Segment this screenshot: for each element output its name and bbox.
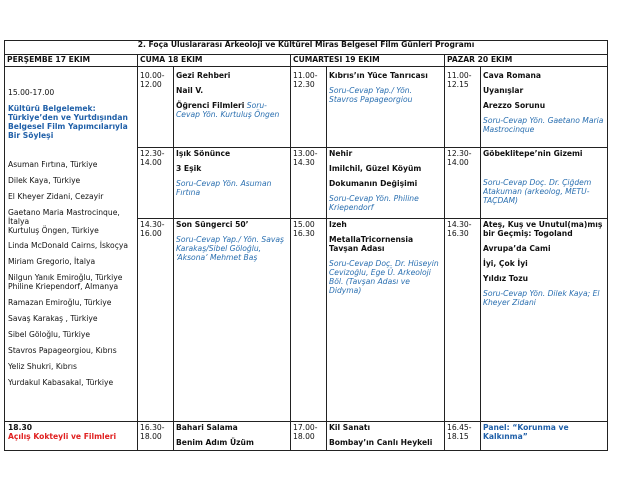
film-title: Öğrenci Filmleri: [176, 100, 245, 110]
qa-note: Soru-Cevap Yön. Kurtuluş Öngen: [176, 100, 280, 119]
qa-note: Soru-Cevap Yön. Gaetano Maria Mastrocinque: [483, 115, 604, 134]
film-title: Avrupa’da Cami: [483, 243, 551, 253]
speaker: Asuman Fırtına, Türkiye: [8, 159, 98, 169]
film-title: Nail V.: [176, 85, 204, 95]
film-title: Ateş, Kuş ve Unutul(ma)mış bir Geçmiş: Togoland: [483, 221, 603, 238]
speaker: Philine Kriependorf, Almanya: [8, 282, 119, 292]
film-title: İyi, Çok İyi: [483, 258, 528, 268]
program-table: [4, 40, 608, 450]
saturday-time-4: 17.00- 18.00: [293, 424, 318, 441]
header-sunday: PAZAR 20 EKİM: [447, 56, 513, 64]
speaker: Yurdakul Kabasakal, Türkiye: [8, 378, 114, 388]
film-title: Benim Adım Üzüm: [176, 437, 254, 447]
header-saturday: CUMARTESİ 19 EKİM: [293, 56, 380, 64]
speaker: Gaetano Maria Mastrocinque, İtalya: [8, 207, 120, 226]
speaker: Kurtuluş Öngen, Türkiye: [8, 225, 99, 235]
qa-note: Soru-Cevap Yap./ Yön. Stavros Papageorgiou: [329, 85, 413, 104]
qa-note: Soru-Cevap Yön. Philine Kriependorf: [329, 193, 419, 212]
thursday-evening-time: 18.30: [8, 424, 33, 432]
friday-time-2: 12.30- 14.00: [140, 150, 165, 167]
qa-note: Soru-Cevap Yön. Asuman Fırtına: [176, 178, 272, 197]
qa-note: Soru-Cevap Doç. Dr. Çiğdem Atakuman (arkeolog, METU-TAÇDAM): [483, 177, 592, 205]
speaker: Yeliz Shukri, Kıbrıs: [8, 362, 77, 372]
speaker: Nilgun Yanık Emiroğlu, Türkiye: [8, 273, 123, 283]
qa-note: Soru-Cevap Yap./ Yön. Savaş Karakaş/Sibel Göloğlu, ‘Aksona’ Mehmet Baş: [176, 234, 284, 262]
film-title: Dokumanın Değişimi: [329, 178, 418, 188]
sunday-time-4: 16.45- 18.15: [447, 424, 472, 441]
saturday-time-3: 15.00 16.30: [293, 221, 315, 238]
speaker: Stavros Papageorgiou, Kıbrıs: [8, 346, 117, 356]
film-title: Nehir: [329, 150, 353, 158]
film-title: Son Süngerci 50’: [176, 221, 249, 229]
qa-note: Soru-Cevap Doç. Dr. Hüseyin Cevizoğlu, Ege Ü. Arkeoloji Böl. (Tavşan Adası ve Didyma): [329, 258, 439, 295]
friday-time-4: 16.30- 18.00: [140, 424, 165, 441]
header-thursday: PERŞEMBE 17 EKİM: [7, 56, 91, 64]
qa-note: Soru-Cevap Yön. Dilek Kaya; El Kheyer Zidani: [483, 288, 600, 307]
friday-time-1: 10.00- 12.00: [140, 72, 165, 89]
thursday-evening: [8, 424, 136, 442]
film-title: Yıldız Tozu: [483, 273, 529, 283]
film-title: Kıbrıs’ın Yüce Tanrıcası: [329, 72, 428, 80]
speaker: Miriam Gregorio, İtalya: [8, 257, 96, 267]
saturday-slot-1: [329, 72, 442, 105]
saturday-slot-3: [329, 221, 442, 296]
film-title: Uyanışlar: [483, 85, 524, 95]
saturday-slot-2: [329, 150, 442, 213]
film-title: Bombay’ın Canlı Heykeli: [329, 437, 433, 447]
film-title: Cava Romana: [483, 72, 542, 80]
speaker: Linda McDonald Cairns, İskoçya: [8, 241, 129, 251]
sunday-time-3: 14.30- 16.30: [447, 221, 472, 238]
film-title: Gezi Rehberi: [176, 72, 231, 80]
speaker: Savaş Karakaş , Türkiye: [8, 314, 98, 324]
thursday-session-title: Kültürü Belgelemek: Türkiye’den ve Yurtdışından Belgesel Film Yapımcılarıyla Bir Söyleşi: [8, 103, 128, 140]
friday-slot-2: [176, 150, 288, 198]
speaker: Dilek Kaya, Türkiye: [8, 175, 81, 185]
saturday-time-1: 11.00- 12.30: [293, 72, 318, 89]
friday-slot-3: [176, 221, 288, 263]
friday-time-3: 14.30- 16.00: [140, 221, 165, 238]
thursday-session: [8, 89, 136, 419]
film-title: Kil Sanatı: [329, 424, 371, 432]
sunday-time-1: 11.00- 12.15: [447, 72, 472, 89]
sunday-slot-1: [483, 72, 605, 135]
header-friday: CUMA 18 EKİM: [140, 56, 203, 64]
sunday-slot-2: [483, 150, 605, 206]
speaker: Ramazan Emiroğlu, Türkiye: [8, 298, 112, 308]
friday-slot-4: [176, 424, 288, 448]
thursday-evening-event: Açılış Kokteyli ve Filmleri: [8, 431, 117, 441]
film-title: Imilchil, Güzel Köyüm: [329, 163, 422, 173]
film-title: Arezzo Sorunu: [483, 100, 546, 110]
film-title: MetallaTricornensia Tavşan Adası: [329, 234, 414, 253]
saturday-time-2: 13.00- 14.30: [293, 150, 318, 167]
saturday-slot-4: [329, 424, 442, 448]
sunday-panel: Panel: “Korunma ve Kalkınma”: [483, 424, 569, 441]
thursday-time: 15.00-17.00: [8, 89, 55, 97]
sunday-slot-3: [483, 221, 605, 308]
program-title: 2. Foça Uluslararası Arkeoloji ve Kültürel Miras Belgesel Film Günleri Programı: [137, 40, 475, 49]
friday-slot-1: [176, 72, 288, 120]
film-title: İzeh: [329, 221, 347, 229]
sunday-time-2: 12.30- 14.00: [447, 150, 472, 167]
film-title: 3 Eşik: [176, 163, 202, 173]
film-title: Bahari Salama: [176, 424, 238, 432]
speaker: El Kheyer Zidani, Cezayir: [8, 191, 104, 201]
speaker: Sibel Göloğlu, Türkiye: [8, 330, 91, 340]
film-title: Işık Sönünce: [176, 150, 231, 158]
film-title: Göbeklitepe’nin Gizemi: [483, 150, 583, 158]
